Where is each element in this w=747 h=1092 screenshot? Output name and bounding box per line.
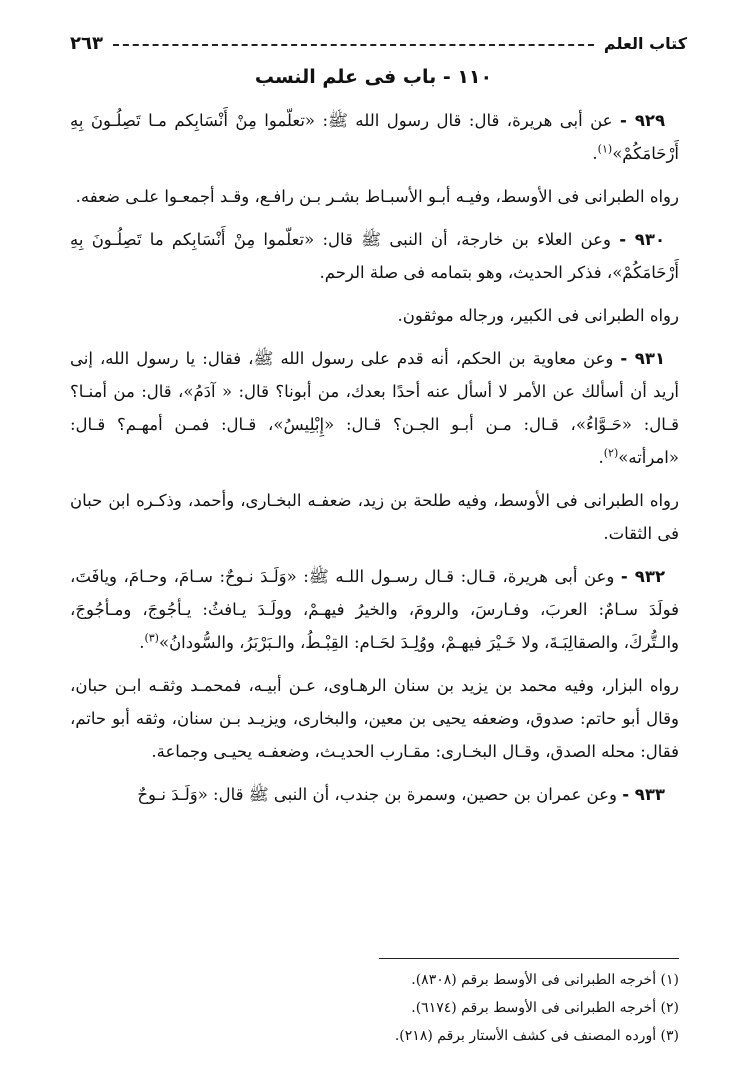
chapter-title: ١١٠ - باب فى علم النسب	[254, 66, 493, 88]
footnote-ref: (٣)	[144, 631, 159, 645]
header-dashed-rule	[113, 44, 594, 46]
body-text	[70, 104, 679, 821]
source-note-931: رواه الطبرانى فى الأوسط، وفيه طلحة بن زيد، ضعفـه البخـارى، وأحمد، وذكـره ابن حبان فى الثقات.	[70, 491, 679, 543]
hadith-text: وعن العلاء بن خارجة، أن النبى ﷺ قال: «تعلّموا مِنْ أَنْسَابِكم ما تَصِلُـونَ بِهِ أَرْحَامَكُمْ»، فذكر الحديث، وهو بتمامه فى صلة الرحم.	[70, 230, 679, 282]
hadith-930	[70, 223, 679, 289]
hadith-932	[70, 560, 679, 659]
page-number: ٢٦٣	[70, 32, 103, 54]
footnotes	[70, 966, 679, 1050]
hadith-number: ٩٢٩ -	[620, 111, 666, 130]
footnote-3: (٣) أورده المصنف فى كشف الأستار برقم (٢١٨).	[394, 1028, 679, 1044]
source-note-930: رواه الطبرانى فى الكبير، ورجاله موثقون.	[397, 306, 679, 325]
hadith-tail: .	[592, 144, 598, 163]
hadith-text: عن أبى هريرة، قال: قال رسول الله ﷺ: «تعلّموا مِنْ أَنْسَابِكم مـا تَصِلُـونَ بِهِ أَرْحَامَكُمْ»	[70, 111, 679, 163]
footnote-1: (١) أخرجه الطبرانى فى الأوسط برقم (٨٣٠٨).	[411, 972, 679, 988]
footnote-ref: (١)	[597, 142, 613, 156]
hadith-number: ٩٣٣ -	[622, 785, 665, 804]
footnote-separator	[379, 958, 679, 959]
hadith-text: وعن أبى هريرة، قـال: قـال رسـول اللـه ﷺ: «وَلَـدَ نـوحٌ: سـامَ، وحـامَ، ويافَتَ، فولَدَ سـامٌ: العربَ، وفـارسَ، والرومَ، والخيرُ فيهـمْ، وولَـدَ يـافثُ: يـأجُوجَ، ومـأجُوجَ، والـتُّركَ، والصقالِبَـةَ، ولا خَـيْرَ فيهـمْ، ووُلِـدَ لحَـام: القِبْـطُ، والـبَرْبَرُ، والسُّودانُ»	[70, 567, 679, 652]
running-header-book-title: كتاب العلم	[603, 33, 687, 53]
source-note-932: رواه البزار، وفيه محمد بن يزيد بن سنان الرهـاوى، عـن أبيـه، فمحمـد وثقـه ابـن حبان، وقال أبو حاتم: صدوق، وضعفه يحيى بن معين، والبخارى، ويزيـد بـن سنان، وثقه أبو حاتم، فقال: محله الصدق، وقـال البخـارى: مقـارب الحديـث، وضعفـه يحيـى وجماعة.	[70, 676, 679, 761]
footnote-ref: (٢)	[603, 446, 619, 460]
hadith-929	[70, 104, 679, 170]
hadith-text: وعن عمران بن حصين، وسمرة بن جندب، أن النبى ﷺ قال: «وَلَـدَ نـوحٌ	[137, 785, 617, 804]
hadith-933	[70, 778, 679, 811]
hadith-tail: .	[598, 448, 604, 467]
hadith-number: ٩٣٠ -	[619, 230, 666, 249]
hadith-931	[70, 342, 679, 474]
running-header	[70, 30, 687, 56]
hadith-number: ٩٣٢ -	[620, 567, 666, 586]
hadith-tail: .	[139, 633, 145, 652]
hadith-number: ٩٣١ -	[620, 349, 666, 368]
hadith-text: وعن معاوية بن الحكم، أنه قدم على رسول الله ﷺ، فقال: يا رسول الله، إنى أريد أن أسألك عن الأمر لا أسأل عنه أحدًا بعدك، من أبونا؟ قال: « آدَمُ»، قال: من أمنـا؟ قـال: «حَـوَّاءُ»، قـال: مـن أبـو الجـن؟ قـال: «إِبْلِيسُ»، قـال: فمـن أمهـم؟ قـال: «امرأته»	[70, 349, 679, 467]
footnote-2: (٢) أخرجه الطبرانى فى الأوسط برقم (٦١٧٤).	[411, 1000, 679, 1016]
source-note-929: رواه الطبرانى فى الأوسط، وفيـه أبـو الأسبـاط بشـر بـن رافـع، وقـد أجمعـوا علـى ضعفه.	[75, 187, 679, 206]
